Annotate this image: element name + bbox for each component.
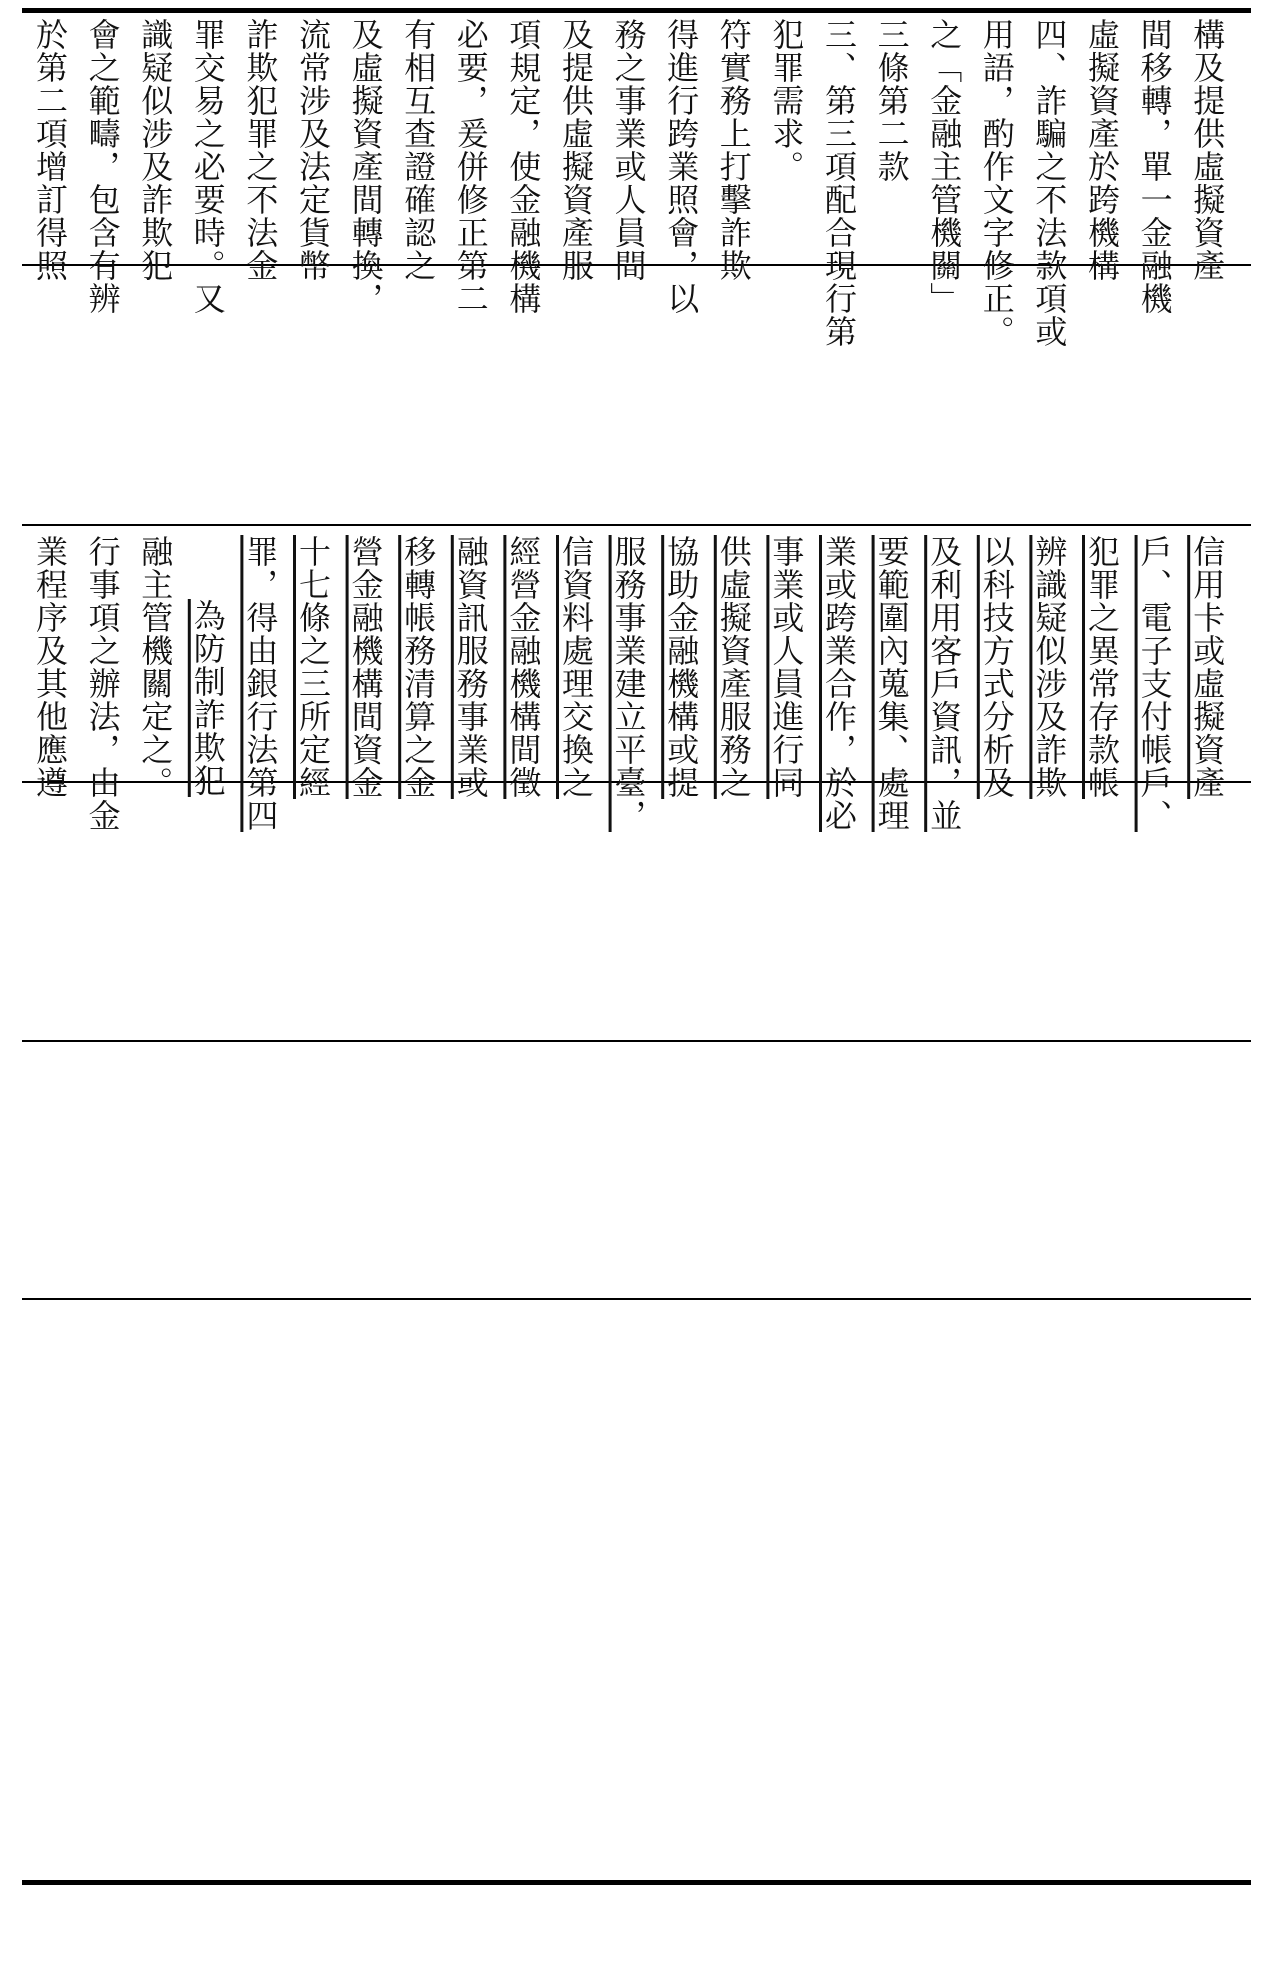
- text-column: 三、第三項配合現行第: [820, 18, 858, 348]
- text-column: 行事項之辦法，由金: [83, 535, 122, 832]
- text-column: 有相互查證確認之: [399, 18, 438, 282]
- text-column: 服務事業建立平臺，: [609, 535, 648, 832]
- text-column: 四、詐騙之不法款項或: [1030, 18, 1069, 348]
- text-column: 融主管機關定之。: [136, 535, 175, 799]
- text-column: 移轉帳務清算之金: [399, 535, 438, 799]
- text-column: 十七條之三所定經: [294, 535, 332, 799]
- text-column: 融資訊服務事業或: [451, 535, 490, 799]
- text-column: 識疑似涉及詐欺犯: [136, 18, 175, 282]
- table-bottom-border: [22, 1880, 1251, 1885]
- article-text-cell: [30, 535, 1245, 832]
- text-column: 流常涉及法定貨幣: [294, 18, 332, 282]
- text-column: 以科技方式分析及: [977, 535, 1016, 799]
- text-column: 符實務上打擊詐欺: [714, 18, 753, 282]
- text-column: 構及提供虛擬資產: [1188, 18, 1227, 282]
- empty-cell-5: [30, 1306, 1245, 1876]
- text-column: 供虛擬資產服務之: [714, 535, 753, 799]
- text-column: 於第二項增訂得照: [31, 18, 69, 282]
- text-column: 間移轉，單一金融機: [1135, 18, 1174, 315]
- text-column: 營金融機構間資金: [346, 535, 385, 799]
- text-column: 詐欺犯罪之不法金: [241, 18, 280, 282]
- text-column: 辨識疑似涉及詐欺: [1030, 535, 1069, 799]
- text-column: 及提供虛擬資產服: [557, 18, 595, 282]
- text-column: 罪，得由銀行法第四: [241, 535, 280, 832]
- text-column: 罪交易之必要時。又: [188, 18, 227, 315]
- text-column: 協助金融機構或提: [662, 535, 701, 799]
- text-column: 信用卡或虛擬資產: [1188, 535, 1227, 799]
- text-column: 業或跨業合作，於必: [820, 535, 858, 832]
- text-column: 及利用客戶資訊，並: [925, 535, 964, 832]
- text-column: 犯罪需求。: [767, 18, 806, 183]
- empty-cell-3: [30, 790, 1245, 1035]
- text-column: 為防制詐欺犯: [188, 599, 227, 797]
- text-column: 戶、電子支付帳戶、: [1135, 535, 1174, 832]
- table-top-border: [22, 8, 1251, 13]
- row-divider-5: [22, 1298, 1251, 1300]
- row-divider-2: [22, 524, 1251, 526]
- text-column: 犯罪之異常存款帳: [1083, 535, 1121, 799]
- text-column: 會之範疇，包含有辨: [83, 18, 122, 315]
- text-column: 要範圍內蒐集、處理: [872, 535, 911, 832]
- text-column: 及虛擬資產間轉換，: [346, 18, 385, 315]
- text-column: 務之事業或人員間: [609, 18, 648, 282]
- text-column: 經營金融機構間徵: [504, 535, 543, 799]
- text-column: 用語，酌作文字修正。: [977, 18, 1016, 348]
- text-column: 之「金融主管機關」: [925, 18, 964, 315]
- row-divider-4: [22, 1040, 1251, 1042]
- text-column: 必要，爰併修正第二: [451, 18, 490, 315]
- explanation-cell: [30, 18, 1245, 348]
- empty-cell-4: [30, 1048, 1245, 1293]
- text-column: 事業或人員進行同: [767, 535, 806, 799]
- text-column: 得進行跨業照會，以: [662, 18, 701, 315]
- text-column: 三條第二款: [872, 18, 911, 183]
- text-column: 項規定，使金融機構: [504, 18, 543, 315]
- text-column: 信資料處理交換之: [557, 535, 595, 799]
- text-column: 業程序及其他應遵: [31, 535, 69, 799]
- text-column: 虛擬資產於跨機構: [1083, 18, 1121, 282]
